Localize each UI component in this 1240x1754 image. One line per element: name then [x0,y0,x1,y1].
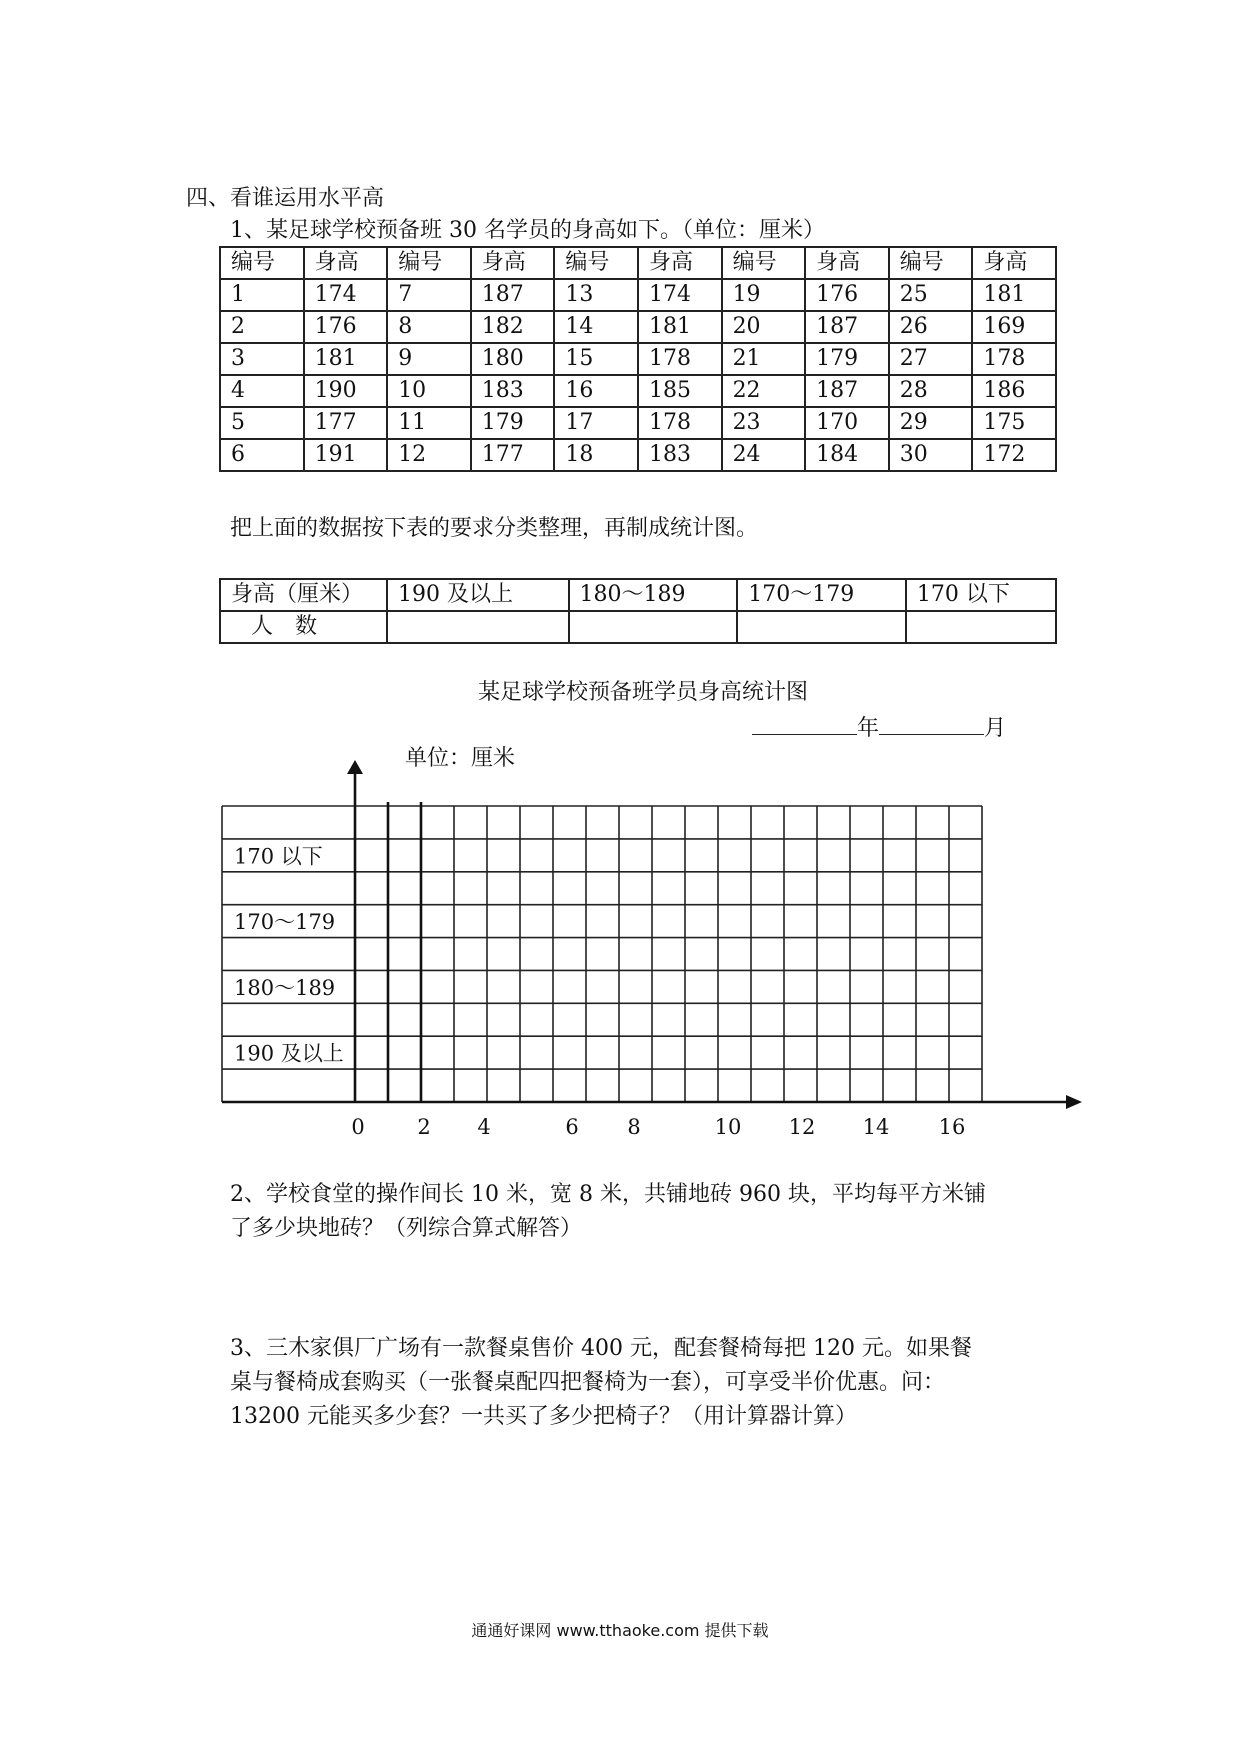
table-cell: 181 [304,343,388,375]
x-tick-label: 2 [417,1115,431,1139]
table-cell: 22 [722,375,806,407]
table-cell: 23 [722,407,806,439]
q3-line1: 3、三木家俱厂广场有一款餐桌售价 400 元，配套餐椅每把 120 元。如果餐 [230,1336,972,1361]
table-cell: 176 [805,279,889,311]
category-label: 180～189 [234,975,336,1000]
q2-line2: 了多少块地砖？（列综合算式解答） [230,1216,583,1241]
table-cell: 13 [554,279,638,311]
table-cell: 19 [722,279,806,311]
table-header-cell: 编号 [220,247,304,279]
x-tick-label: 16 [938,1115,966,1139]
y-axis-arrow [347,760,363,774]
table-cell: 183 [638,439,722,471]
category-cell: 170 以下 [906,579,1056,611]
chart-title: 某足球学校预备班学员身高统计图 [478,680,809,705]
table-cell: 8 [387,311,471,343]
table-cell: 29 [889,407,973,439]
q3-line3: 13200 元能买多少套？一共买了多少把椅子？（用计算器计算） [230,1404,857,1429]
table-cell: 12 [387,439,471,471]
table-cell: 178 [638,343,722,375]
table-cell: 185 [638,375,722,407]
table-cell: 181 [638,311,722,343]
table-cell: 5 [220,407,304,439]
table-header-cell: 身高 [972,247,1056,279]
table-cell: 170 [805,407,889,439]
x-tick-label: 8 [627,1115,641,1139]
category-label: 190 及以上 [234,1041,344,1066]
x-tick-label: 10 [714,1115,742,1139]
q3-line2: 桌与餐椅成套购买（一张餐桌配四把餐椅为一套），可享受半价优惠。问： [230,1370,946,1395]
table-cell: 178 [972,343,1056,375]
table-cell: 26 [889,311,973,343]
x-axis-arrow [1066,1095,1082,1109]
year-label: 年 [857,716,880,741]
table-cell: 186 [972,375,1056,407]
table-header-cell: 身高 [638,247,722,279]
x-tick-label: 12 [788,1115,816,1139]
x-tick-label: 6 [565,1115,579,1139]
table-cell: 24 [722,439,806,471]
table-cell: 15 [554,343,638,375]
table-cell: 179 [471,407,555,439]
table-cell: 169 [972,311,1056,343]
table-cell: 181 [972,279,1056,311]
table-cell: 25 [889,279,973,311]
x-tick-label: 14 [862,1115,890,1139]
table-cell: 11 [387,407,471,439]
category-cell: 170～179 [737,579,906,611]
table-cell: 179 [805,343,889,375]
category-cell: 180～189 [569,579,738,611]
table-cell: 191 [304,439,388,471]
x-tick-label: 0 [351,1115,365,1139]
footer: 通通好课网 www.tthaoke.com 提供下载 [471,1621,769,1640]
table-cell: 3 [220,343,304,375]
q1-intro: 1、某足球学校预备班 30 名学员的身高如下。（单位：厘米） [230,218,825,243]
table-cell: 16 [554,375,638,407]
table-cell: 174 [638,279,722,311]
x-tick-label: 4 [477,1115,491,1139]
table-cell: 28 [889,375,973,407]
table-cell: 177 [471,439,555,471]
table-cell: 6 [220,439,304,471]
month-label: 月 [984,716,1007,741]
q1-instruction: 把上面的数据按下表的要求分类整理，再制成统计图。 [230,516,759,541]
table-cell: 18 [554,439,638,471]
table-cell: 2 [220,311,304,343]
count-label: 人 数 [220,611,387,643]
table-cell: 9 [387,343,471,375]
table-cell: 183 [471,375,555,407]
table-cell: 175 [972,407,1056,439]
category-cell: 190 及以上 [387,579,569,611]
table-cell: 177 [304,407,388,439]
table-cell: 187 [805,375,889,407]
section-title: 四、看谁运用水平高 [186,186,385,211]
table-cell: 187 [471,279,555,311]
table-cell: 20 [722,311,806,343]
table-cell: 7 [387,279,471,311]
table-cell: 4 [220,375,304,407]
table-cell: 174 [304,279,388,311]
table-cell: 14 [554,311,638,343]
q2-line1: 2、学校食堂的操作间长 10 米，宽 8 米，共铺地砖 960 块，平均每平方米铺 [230,1182,986,1207]
table-cell: 178 [638,407,722,439]
table-header-cell: 编号 [387,247,471,279]
table-cell: 172 [972,439,1056,471]
table-header-cell: 编号 [554,247,638,279]
category-label: 170 以下 [234,844,323,869]
table-header-cell: 编号 [722,247,806,279]
table-cell: 17 [554,407,638,439]
table-cell: 190 [304,375,388,407]
category-header-label: 身高（厘米） [220,579,387,611]
table-header-cell: 编号 [889,247,973,279]
chart-unit: 单位：厘米 [405,746,516,771]
table-cell: 1 [220,279,304,311]
table-cell: 27 [889,343,973,375]
table-cell: 184 [805,439,889,471]
table-cell: 187 [805,311,889,343]
table-header-cell: 身高 [304,247,388,279]
table-header-cell: 身高 [805,247,889,279]
table-cell: 176 [304,311,388,343]
category-label: 170～179 [234,910,336,935]
table-cell: 21 [722,343,806,375]
table-cell: 10 [387,375,471,407]
table-cell: 30 [889,439,973,471]
table-cell: 182 [471,311,555,343]
table-cell: 180 [471,343,555,375]
table-header-cell: 身高 [471,247,555,279]
